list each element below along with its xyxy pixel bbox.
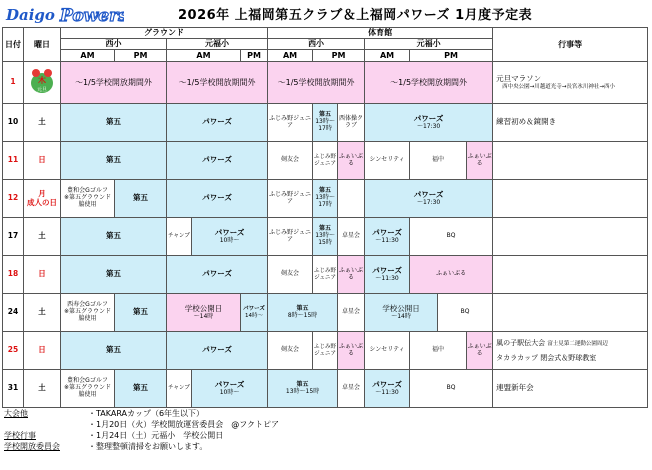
ground-nishi-booking: 第五 (61, 142, 167, 180)
gym-nishi-pm1: ふじみ野ジュニア (313, 256, 338, 294)
ground-motofuku-booking: パワーズ (167, 142, 268, 180)
row-date: 25 (3, 332, 24, 370)
gym-motofuku-pm: BQ (410, 370, 493, 408)
row-date: 10 (3, 104, 24, 142)
row-date: 1 (3, 62, 24, 104)
gym-motofuku-booking: パワーズ ～17:30 (365, 180, 493, 218)
gym-motofuku-pm1: 福中 (410, 332, 467, 370)
ground-nishi-pm: 第五 (115, 180, 167, 218)
gym-nishi-am: 第五 8時～15時 (268, 294, 338, 332)
note-label: 学校行事 (4, 431, 36, 440)
gym-nishi-pm2: ふぁいぶる (338, 332, 365, 370)
holiday-mascot (24, 62, 61, 104)
header-am: AM (365, 50, 410, 62)
ground-motofuku-booking: パワーズ (167, 104, 268, 142)
logo-text-powers: Powers (60, 6, 124, 26)
note-text: ・1月20日（火）学校開放運営委員会 @フクトピア (88, 420, 280, 429)
note-row (4, 419, 279, 430)
row-date: 24 (3, 294, 24, 332)
header-pm: PM (115, 50, 167, 62)
closed-period: ～1/5学校開放期間外 (167, 62, 268, 104)
ground-nishi-booking: 第五 (61, 218, 167, 256)
gym-motofuku-pm2: ふぁいぶる (467, 332, 493, 370)
schedule-table (2, 27, 648, 408)
event-cell: 連盟新年会 (493, 370, 648, 408)
gym-motofuku-am: パワーズ ～11:30 (365, 256, 410, 294)
ground-motofuku-booking: パワーズ (167, 256, 268, 294)
header-ground: グラウンド (61, 28, 268, 39)
gym-nishi-pm1: ふじみ野ジュニア (313, 332, 338, 370)
ground-motofuku-pm: パワーズ 14時～ (241, 294, 268, 332)
gym-nishi-am: ふじみ野ジュニア (268, 218, 313, 256)
gym-nishi-pm2: 西体操クラブ (338, 104, 365, 142)
svg-text:元旦: 元旦 (36, 87, 48, 94)
event-cell (493, 62, 648, 104)
row-weekday: 日 (24, 332, 61, 370)
svg-text:木: 木 (38, 76, 46, 86)
header-gym-motofukusho: 元福小 (365, 39, 493, 50)
note-text: ・1月24日（土）元福小 学校公開日 (88, 431, 224, 440)
header-date: 日付 (3, 28, 24, 62)
logo-text-daigo: Daigo (6, 6, 55, 24)
closed-period: ～1/5学校開放期間外 (365, 62, 493, 104)
header-ground-nishisho: 西小 (61, 39, 167, 50)
ground-motofuku-pm: パワーズ 10時～ (192, 370, 268, 408)
gym-motofuku-pm1: 福中 (410, 142, 467, 180)
mascot-icon (27, 67, 57, 95)
row-weekday: 土 (24, 218, 61, 256)
ground-nishi-am: 豊和会Gゴルフ ※第五グラウンド 脇使用 (61, 180, 115, 218)
gym-motofuku-pm: BQ (410, 218, 493, 256)
event-cell (493, 180, 648, 218)
closed-period: ～1/5学校開放期間外 (268, 62, 365, 104)
row-weekday: 土 (24, 104, 61, 142)
gym-motofuku-pm2: ふぁいぶる (467, 142, 493, 180)
ground-motofuku-am: チャンプ (167, 218, 192, 256)
header-weekday: 曜日 (24, 28, 61, 62)
row-date: 11 (3, 142, 24, 180)
event-cell (493, 294, 648, 332)
gym-nishi-pm2: 卓星会 (338, 294, 365, 332)
ground-nishi-am: 西寿会Gゴルフ ※第五グラウンド 脇使用 (61, 294, 115, 332)
header-gym: 体育館 (268, 28, 493, 39)
gym-nishi-pm1: 第五 13時～15時 (313, 218, 338, 256)
ground-nishi-booking: 第五 (61, 332, 167, 370)
gym-nishi-pm2: ふぁいぶる (338, 256, 365, 294)
ground-nishi-booking: 第五 (61, 104, 167, 142)
row-weekday: 土 (24, 370, 61, 408)
row-date: 12 (3, 180, 24, 218)
header-pm: PM (410, 50, 493, 62)
ground-nishi-booking: 第五 (61, 256, 167, 294)
event-text: 元旦マラソン (496, 74, 542, 84)
header-events: 行事等 (493, 28, 648, 62)
event-cell: 風の子駅伝大会 富士見第二運動公園周辺 タカラカップ 閉会式＆野球教室 (493, 332, 648, 370)
gym-nishi-am: 剣友会 (268, 256, 313, 294)
ground-nishi-am: 豊和会Gゴルフ ※第五グラウンド 脇使用 (61, 370, 115, 408)
note-text: ・TAKARAカップ（6年生以下） (88, 409, 205, 418)
event-cell (493, 256, 648, 294)
ground-motofuku-am: チャンプ (167, 370, 192, 408)
ground-motofuku-am: 学校公開日 ～14時 (167, 294, 241, 332)
row-weekday: 日 (24, 256, 61, 294)
gym-motofuku-am: シンセリティ (365, 142, 410, 180)
row-weekday: 日 (24, 142, 61, 180)
gym-nishi-pm1: ふじみ野ジュニア (313, 142, 338, 180)
event-cell (493, 218, 648, 256)
header-ground-motofukusho: 元福小 (167, 39, 268, 50)
gym-nishi-pm2 (338, 180, 365, 218)
header-am: AM (268, 50, 313, 62)
gym-nishi-am: ふじみ野ジュニア (268, 180, 313, 218)
note-label (4, 419, 88, 430)
note-label: 大会他 (4, 409, 28, 418)
page-title: 2026年 上福岡第五クラブ＆上福岡パワーズ 1月度予定表 (178, 8, 533, 23)
note-row (4, 430, 279, 441)
row-date: 17 (3, 218, 24, 256)
event-subtext: 西中央公園→川越道光寺→長宮氷川神社→西小 (502, 83, 615, 90)
row-weekday: 土 (24, 294, 61, 332)
ground-nishi-pm: 第五 (115, 294, 167, 332)
gym-motofuku-am: パワーズ ～11:30 (365, 370, 410, 408)
gym-motofuku-pm: ふぁいぶる (410, 256, 493, 294)
gym-nishi-am: 剣友会 (268, 332, 313, 370)
gym-motofuku-booking: パワーズ ～17:30 (365, 104, 493, 142)
gym-nishi-am: 第五 13時～15時 (268, 370, 338, 408)
team-logo (4, 2, 124, 26)
header-am: AM (167, 50, 241, 62)
ground-motofuku-booking: パワーズ (167, 332, 268, 370)
gym-nishi-pm2: 卓星会 (338, 218, 365, 256)
gym-motofuku-am: シンセリティ (365, 332, 410, 370)
note-text: ・整理整頓清掃をお願いします。 (88, 442, 208, 451)
header-pm: PM (241, 50, 268, 62)
ground-motofuku-booking: パワーズ (167, 180, 268, 218)
gym-motofuku-am: 学校公開日 ～14時 (365, 294, 438, 332)
row-date: 18 (3, 256, 24, 294)
ground-motofuku-pm: パワーズ 10時～ (192, 218, 268, 256)
gym-nishi-pm1: 第五 13時～17時 (313, 180, 338, 218)
event-cell: 練習初め＆鏡開き (493, 104, 648, 142)
notes-section (4, 408, 279, 452)
gym-nishi-am: ふじみ野ジュニア (268, 104, 313, 142)
header-am: AM (61, 50, 115, 62)
gym-motofuku-pm: BQ (438, 294, 493, 332)
note-label: 学校開放委員会 (4, 442, 60, 451)
ground-nishi-pm: 第五 (115, 370, 167, 408)
note-row (4, 408, 279, 419)
event-cell (493, 142, 648, 180)
row-date: 31 (3, 370, 24, 408)
header-gym-nishisho: 西小 (268, 39, 365, 50)
header-pm: PM (313, 50, 365, 62)
gym-nishi-pm1: 第五 13時～17時 (313, 104, 338, 142)
closed-period: ～1/5学校開放期間外 (61, 62, 167, 104)
gym-nishi-am: 剣友会 (268, 142, 313, 180)
gym-nishi-pm2: ふぁいぶる (338, 142, 365, 180)
row-weekday: 月 成人の日 (24, 180, 61, 218)
gym-motofuku-am: パワーズ ～11:30 (365, 218, 410, 256)
gym-nishi-pm2: 卓星会 (338, 370, 365, 408)
note-row (4, 441, 279, 452)
